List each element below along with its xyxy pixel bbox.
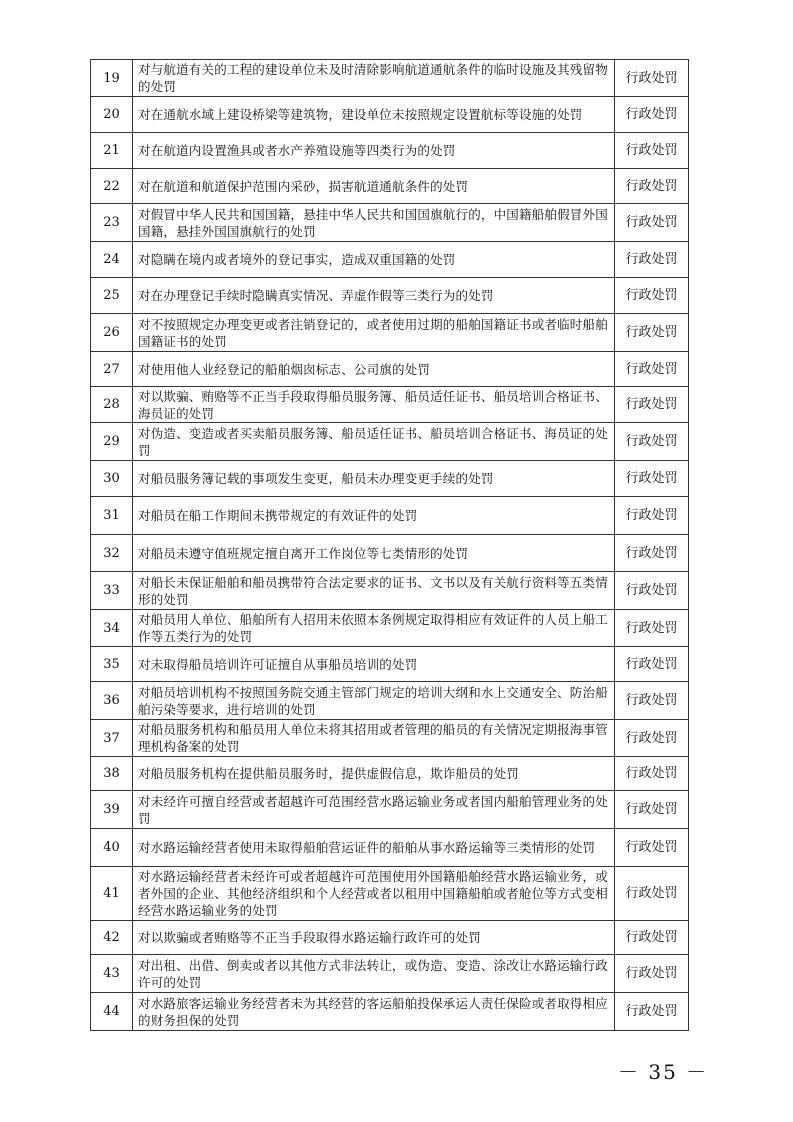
item-name: 对船员培训机构不按照国务院交通主管部门规定的培训大纲和水上交通安全、防治船舶污染等要求，进行培训的处罚 <box>133 682 615 720</box>
row-number: 43 <box>91 955 133 993</box>
table-row <box>91 867 689 921</box>
page-number: － 35 － <box>618 1060 709 1084</box>
row-number: 19 <box>91 60 133 97</box>
table-row <box>91 461 689 497</box>
item-name: 对不按照规定办理变更或者注销登记的，或者使用过期的船舶国籍证书或者临时船舶国籍证书的处罚 <box>133 314 615 352</box>
item-category: 行政处罚 <box>615 97 689 133</box>
item-category: 行政处罚 <box>615 314 689 352</box>
item-name: 对使用他人业经登记的船舶烟囱标志、公司旗的处罚 <box>133 352 615 387</box>
item-name: 对在航道和航道保护范围内采砂，损害航道通航条件的处罚 <box>133 169 615 204</box>
row-number: 35 <box>91 647 133 682</box>
item-category: 行政处罚 <box>615 204 689 242</box>
row-number: 32 <box>91 535 133 572</box>
row-number: 25 <box>91 278 133 314</box>
item-name: 对水路运输经营者使用未取得船舶营运证件的船舶从事水路运输等三类情形的处罚 <box>133 829 615 867</box>
row-number: 29 <box>91 423 133 461</box>
table-row <box>91 497 689 535</box>
row-number: 41 <box>91 867 133 921</box>
row-number: 27 <box>91 352 133 387</box>
item-name: 对船员服务簿记载的事项发生变更，船员未办理变更手续的处罚 <box>133 461 615 497</box>
row-number: 34 <box>91 610 133 647</box>
row-number: 23 <box>91 204 133 242</box>
row-number: 28 <box>91 387 133 423</box>
table-row <box>91 955 689 993</box>
item-name: 对伪造、变造或者买卖船员服务簿、船员适任证书、船员培训合格证书、海员证的处罚 <box>133 423 615 461</box>
table-row <box>91 535 689 572</box>
table-row <box>91 791 689 829</box>
item-category: 行政处罚 <box>615 352 689 387</box>
item-name: 对在通航水域上建设桥梁等建筑物，建设单位未按照规定设置航标等设施的处罚 <box>133 97 615 133</box>
item-name: 对与航道有关的工程的建设单位未及时清除影响航道通航条件的临时设施及其残留物的处罚 <box>133 60 615 97</box>
item-category: 行政处罚 <box>615 993 689 1031</box>
row-number: 22 <box>91 169 133 204</box>
item-name: 对船长未保证船舶和船员携带符合法定要求的证书、文书以及有关航行资料等五类情形的处罚 <box>133 572 615 610</box>
table-row <box>91 423 689 461</box>
item-category: 行政处罚 <box>615 133 689 169</box>
item-name: 对在航道内设置渔具或者水产养殖设施等四类行为的处罚 <box>133 133 615 169</box>
table-row <box>91 204 689 242</box>
table-row <box>91 278 689 314</box>
item-name: 对未取得船员培训许可证擅自从事船员培训的处罚 <box>133 647 615 682</box>
item-name: 对船员用人单位、船舶所有人招用未依照本条例规定取得相应有效证件的人员上船工作等五类行为的处罚 <box>133 610 615 647</box>
item-name: 对出租、出借、倒卖或者以其他方式非法转让，或伪造、变造、涂改让水路运输行政许可的处罚 <box>133 955 615 993</box>
item-category: 行政处罚 <box>615 610 689 647</box>
penalty-items-table <box>90 59 689 1031</box>
item-name: 对未经许可擅自经营或者超越许可范围经营水路运输业务或者国内船舶管理业务的处罚 <box>133 791 615 829</box>
row-number: 44 <box>91 993 133 1031</box>
table-row <box>91 993 689 1031</box>
row-number: 36 <box>91 682 133 720</box>
item-name: 对假冒中华人民共和国国籍，悬挂中华人民共和国国旗航行的，中国籍船舶假冒外国国籍，悬挂外国国旗航行的处罚 <box>133 204 615 242</box>
row-number: 20 <box>91 97 133 133</box>
item-category: 行政处罚 <box>615 757 689 791</box>
row-number: 21 <box>91 133 133 169</box>
item-name: 对水路运输经营者未经许可或者超越许可范围使用外国籍船舶经营水路运输业务，或者外国的企业、其他经济组织和个人经营或者以租用中国籍船舶或者舱位等方式变相经营水路运输业务的处罚 <box>133 867 615 921</box>
table-row <box>91 682 689 720</box>
row-number: 42 <box>91 921 133 955</box>
item-category: 行政处罚 <box>615 867 689 921</box>
item-name: 对以欺骗或者贿赂等不正当手段取得水路运输行政许可的处罚 <box>133 921 615 955</box>
row-number: 30 <box>91 461 133 497</box>
item-category: 行政处罚 <box>615 791 689 829</box>
item-name: 对船员服务机构在提供船员服务时，提供虚假信息，欺诈船员的处罚 <box>133 757 615 791</box>
row-number: 31 <box>91 497 133 535</box>
item-name: 对以欺骗、贿赂等不正当手段取得船员服务簿、船员适任证书、船员培训合格证书、海员证的处罚 <box>133 387 615 423</box>
row-number: 26 <box>91 314 133 352</box>
item-category: 行政处罚 <box>615 572 689 610</box>
item-name: 对船员未遵守值班规定擅自离开工作岗位等七类情形的处罚 <box>133 535 615 572</box>
item-category: 行政处罚 <box>615 387 689 423</box>
item-category: 行政处罚 <box>615 647 689 682</box>
item-name: 对船员服务机构和船员用人单位未将其招用或者管理的船员的有关情况定期报海事管理机构备案的处罚 <box>133 720 615 757</box>
item-name: 对在办理登记手续时隐瞒真实情况、弄虚作假等三类行为的处罚 <box>133 278 615 314</box>
table-row <box>91 314 689 352</box>
item-name: 对隐瞒在境内或者境外的登记事实，造成双重国籍的处罚 <box>133 242 615 278</box>
row-number: 24 <box>91 242 133 278</box>
table-row <box>91 572 689 610</box>
table-row <box>91 387 689 423</box>
item-category: 行政处罚 <box>615 461 689 497</box>
table-row <box>91 242 689 278</box>
table-row <box>91 97 689 133</box>
item-category: 行政处罚 <box>615 242 689 278</box>
row-number: 39 <box>91 791 133 829</box>
row-number: 40 <box>91 829 133 867</box>
item-name: 对水路旅客运输业务经营者未为其经营的客运船舶投保承运人责任保险或者取得相应的财务担保的处罚 <box>133 993 615 1031</box>
table-row <box>91 829 689 867</box>
item-category: 行政处罚 <box>615 829 689 867</box>
table-row <box>91 169 689 204</box>
table-row <box>91 60 689 97</box>
table-row <box>91 720 689 757</box>
table-body <box>91 60 689 1031</box>
row-number: 33 <box>91 572 133 610</box>
item-category: 行政处罚 <box>615 682 689 720</box>
item-category: 行政处罚 <box>615 720 689 757</box>
table-row <box>91 647 689 682</box>
table-row <box>91 757 689 791</box>
item-category: 行政处罚 <box>615 535 689 572</box>
table-row <box>91 133 689 169</box>
item-category: 行政处罚 <box>615 60 689 97</box>
table-row <box>91 352 689 387</box>
item-category: 行政处罚 <box>615 921 689 955</box>
item-category: 行政处罚 <box>615 955 689 993</box>
item-category: 行政处罚 <box>615 497 689 535</box>
table-row <box>91 610 689 647</box>
item-name: 对船员在船工作期间未携带规定的有效证件的处罚 <box>133 497 615 535</box>
item-category: 行政处罚 <box>615 278 689 314</box>
row-number: 37 <box>91 720 133 757</box>
item-category: 行政处罚 <box>615 423 689 461</box>
row-number: 38 <box>91 757 133 791</box>
item-category: 行政处罚 <box>615 169 689 204</box>
table-row <box>91 921 689 955</box>
